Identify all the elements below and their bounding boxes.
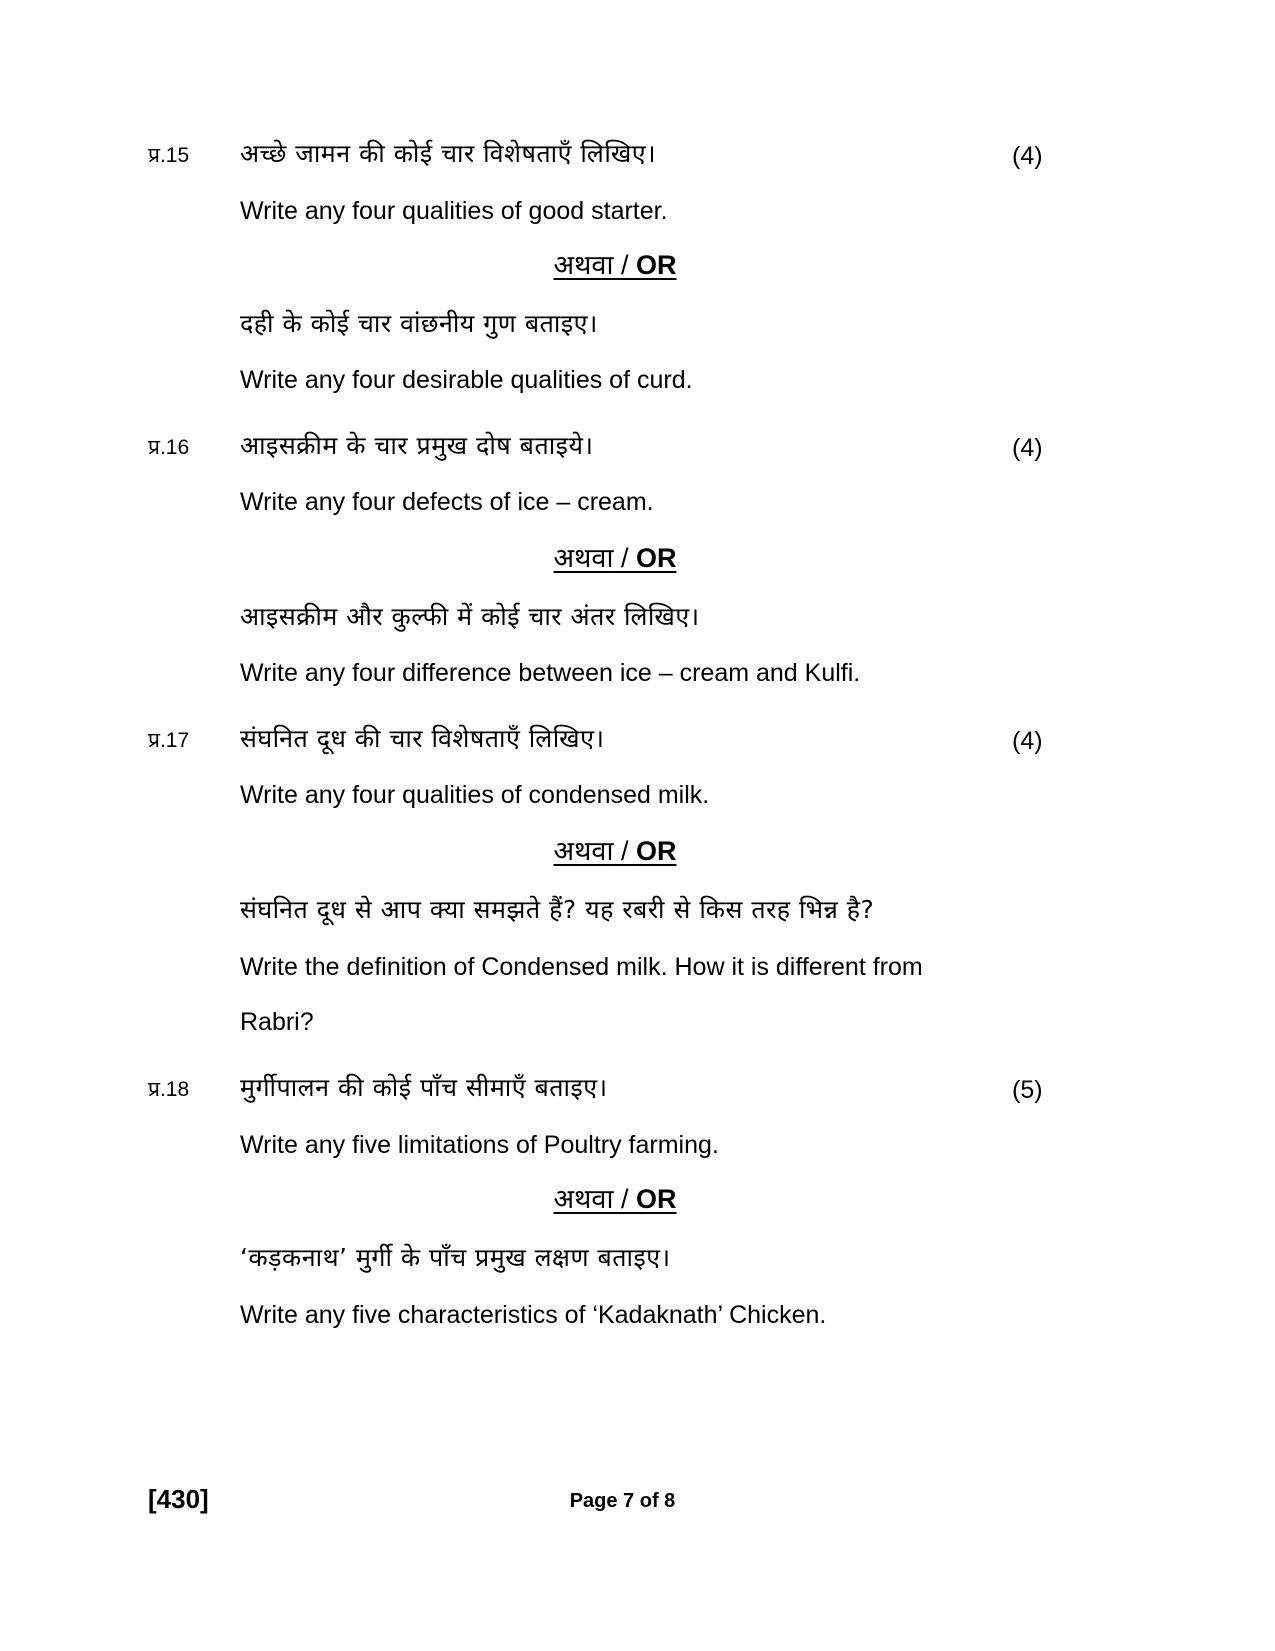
or-divider-16 (0, 540, 1230, 576)
or-hindi-17: अथवा (553, 836, 614, 866)
question-15-marks: (4) (1012, 142, 1043, 170)
question-16-alt-english: Write any four difference between ice – cream and Kulfi. (240, 659, 861, 687)
question-17-alt-english-line2: Rabri? (240, 1008, 314, 1036)
or-divider-18 (0, 1181, 1230, 1217)
question-16-hindi: आइसक्रीम के चार प्रमुख दोष बताइये। (240, 431, 594, 460)
question-number-15: प्र.15 (148, 144, 190, 167)
question-18-alt-english: Write any five characteristics of ‘Kadaknath’ Chicken. (240, 1301, 827, 1329)
question-15-alt-hindi: दही के कोई चार वांछनीय गुण बताइए। (240, 309, 598, 338)
paper-code: [430] (148, 1484, 209, 1514)
or-divider-17 (0, 833, 1230, 869)
or-english-15: OR (635, 250, 677, 280)
question-18-marks: (5) (1012, 1076, 1043, 1104)
or-slash-18: / (613, 1184, 636, 1214)
question-18-english: Write any five limitations of Poultry farming. (240, 1131, 719, 1159)
question-17-english: Write any four qualities of condensed milk. (240, 781, 710, 809)
or-hindi-16: अथवा (553, 543, 614, 573)
question-17-hindi: संघनित दूध की चार विशेषताएँ लिखिए। (240, 724, 605, 753)
question-17-alt-hindi: संघनित दूध से आप क्या समझते हैं? यह रबरी से किस तरह भिन्न है? (240, 895, 875, 924)
question-17-marks: (4) (1012, 727, 1043, 755)
question-number-18: प्र.18 (148, 1078, 190, 1101)
question-16-alt-hindi: आइसक्रीम और कुल्फी में कोई चार अंतर लिखिए। (240, 602, 700, 631)
question-18-hindi: मुर्गीपालन की कोई पाँच सीमाएँ बताइए। (240, 1073, 608, 1102)
question-15-english: Write any four qualities of good starter. (240, 197, 668, 225)
question-number-17: प्र.17 (148, 729, 190, 752)
question-16-marks: (4) (1012, 434, 1043, 462)
question-15-hindi: अच्छे जामन की कोई चार विशेषताएँ लिखिए। (240, 139, 657, 168)
or-slash-16: / (613, 543, 636, 573)
question-18-alt-hindi: ‘कड़कनाथ’ मुर्गी के पाँच प्रमुख लक्षण बताइए। (240, 1243, 671, 1272)
or-slash-15: / (613, 250, 636, 280)
page-number: Page 7 of 8 (569, 1490, 676, 1512)
question-15-alt-english: Write any four desirable qualities of curd. (240, 366, 693, 394)
or-divider-15 (0, 247, 1230, 283)
question-number-16: प्र.16 (148, 436, 190, 459)
or-hindi-15: अथवा (553, 250, 614, 280)
or-hindi-18: अथवा (553, 1184, 614, 1214)
question-17-alt-english-line1: Write the definition of Condensed milk. How it is different from (240, 953, 923, 981)
or-english-18: OR (635, 1184, 677, 1214)
or-english-17: OR (635, 836, 677, 866)
or-english-16: OR (635, 543, 677, 573)
or-slash-17: / (613, 836, 636, 866)
question-16-english: Write any four defects of ice – cream. (240, 488, 654, 516)
